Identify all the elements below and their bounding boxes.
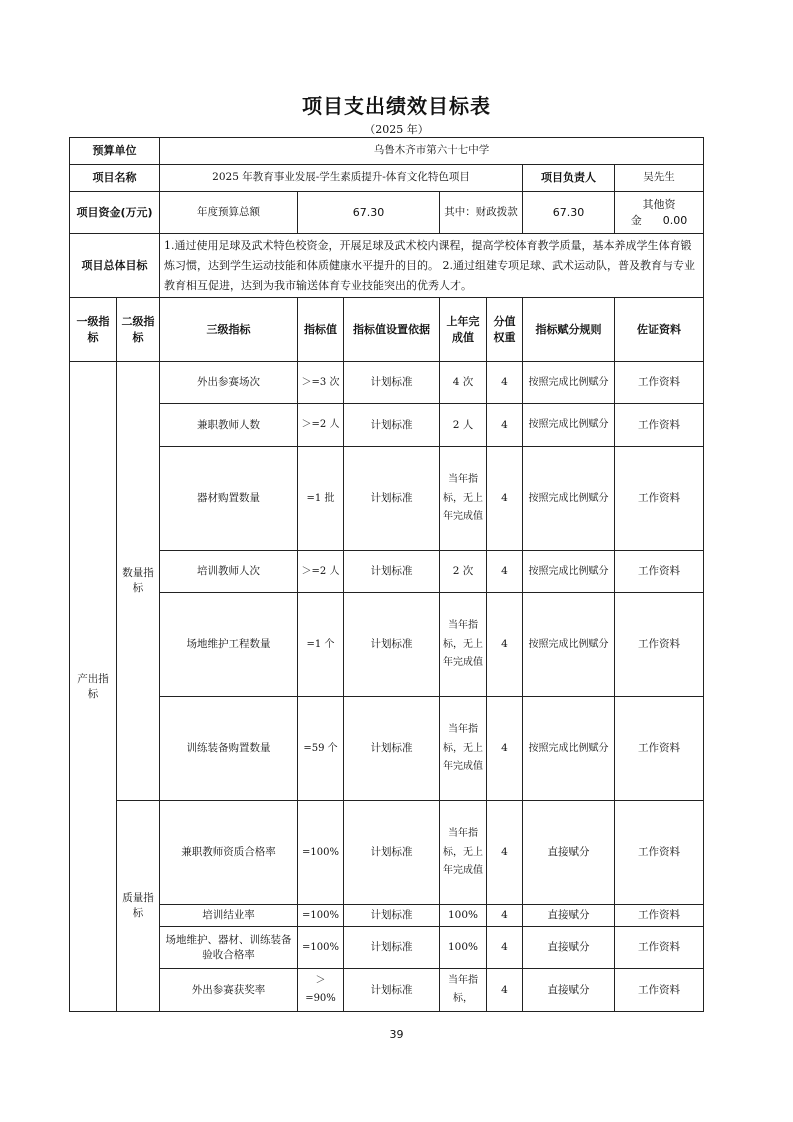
indicator-basis: 计划标准 [344, 801, 440, 905]
level2-quality: 质量指标 [117, 801, 160, 1012]
indicator-weight: 4 [487, 905, 523, 927]
indicator-value: ＞=2 人 [298, 551, 344, 593]
indicator-last-year: 2 次 [440, 551, 487, 593]
header-last-year: 上年完成值 [440, 298, 487, 362]
table-row [70, 697, 704, 801]
indicator-value: =1 批 [298, 447, 344, 551]
indicator-name: 兼职教师人数 [160, 404, 298, 447]
header-value: 指标值 [298, 298, 344, 362]
indicator-name: 器材购置数量 [160, 447, 298, 551]
indicator-last-year: 当年指标，无上年完成值 [440, 447, 487, 551]
indicator-evidence: 工作资料 [615, 362, 704, 404]
indicator-rule: 直接赋分 [523, 927, 615, 969]
indicator-evidence: 工作资料 [615, 551, 704, 593]
level1-output: 产出指标 [70, 362, 117, 1012]
project-name-value: 2025 年教育事业发展-学生素质提升-体育文化特色项目 [160, 165, 523, 192]
indicator-value: ＞=90% [298, 969, 344, 1012]
indicator-name: 兼职教师资质合格率 [160, 801, 298, 905]
other-funds-amount: 0.00 [662, 213, 688, 227]
indicator-basis: 计划标准 [344, 551, 440, 593]
indicator-basis: 计划标准 [344, 969, 440, 1012]
indicator-last-year: 100% [440, 927, 487, 969]
budget-unit-value: 乌鲁木齐市第六十七中学 [160, 138, 704, 165]
table-row [70, 551, 704, 593]
indicator-evidence: 工作资料 [615, 969, 704, 1012]
indicator-weight: 4 [487, 927, 523, 969]
table-row [70, 801, 704, 905]
indicator-last-year: 2 人 [440, 404, 487, 447]
indicator-value: =100% [298, 905, 344, 927]
funds-row [70, 192, 704, 234]
indicator-rule: 直接赋分 [523, 905, 615, 927]
indicator-weight: 4 [487, 404, 523, 447]
other-funds-value [615, 192, 704, 234]
header-level2: 二级指标 [117, 298, 160, 362]
table-row [70, 969, 704, 1012]
budget-unit-row [70, 138, 704, 165]
indicator-rule: 直接赋分 [523, 801, 615, 905]
indicator-weight: 4 [487, 447, 523, 551]
indicator-value: ＞=2 人 [298, 404, 344, 447]
header-evidence: 佐证资料 [615, 298, 704, 362]
indicator-basis: 计划标准 [344, 593, 440, 697]
level2-quantity: 数量指标 [117, 362, 160, 801]
goal-row [70, 234, 704, 298]
indicator-name: 训练装备购置数量 [160, 697, 298, 801]
indicator-value: =100% [298, 927, 344, 969]
header-row [70, 298, 704, 362]
indicator-evidence: 工作资料 [615, 447, 704, 551]
table-row [70, 362, 704, 404]
indicator-basis: 计划标准 [344, 447, 440, 551]
indicator-last-year: 当年指标，无上年完成值 [440, 697, 487, 801]
fiscal-label: 其中：财政拨款 [440, 192, 523, 234]
indicator-weight: 4 [487, 697, 523, 801]
indicator-rule: 按照完成比例赋分 [523, 697, 615, 801]
goal-label: 项目总体目标 [70, 234, 160, 298]
indicator-name: 培训结业率 [160, 905, 298, 927]
indicator-last-year: 当年指标，无上年完成值 [440, 593, 487, 697]
indicator-name: 外出参赛获奖率 [160, 969, 298, 1012]
indicator-evidence: 工作资料 [615, 927, 704, 969]
manager-label: 项目负责人 [523, 165, 615, 192]
indicator-value: =100% [298, 801, 344, 905]
header-weight: 分值权重 [487, 298, 523, 362]
indicator-evidence: 工作资料 [615, 801, 704, 905]
year-subtitle: （2025 年） [364, 123, 429, 136]
funds-label: 项目资金(万元) [70, 192, 160, 234]
manager-value: 吴先生 [615, 165, 704, 192]
page-number: 39 [389, 1028, 404, 1041]
annual-budget-value: 67.30 [298, 192, 440, 234]
annual-budget-label: 年度预算总额 [160, 192, 298, 234]
table-row [70, 905, 704, 927]
header-basis: 指标值设置依据 [344, 298, 440, 362]
indicator-weight: 4 [487, 593, 523, 697]
indicator-weight: 4 [487, 801, 523, 905]
indicator-weight: 4 [487, 362, 523, 404]
table-row [70, 447, 704, 551]
page-title: 项目支出绩效目标表 [302, 94, 491, 118]
indicator-last-year: 当年指标，无上年完成值 [440, 801, 487, 905]
indicator-value: ＞=3 次 [298, 362, 344, 404]
indicator-rule: 按照完成比例赋分 [523, 404, 615, 447]
performance-table [69, 137, 704, 1012]
header-rule: 指标赋分规则 [523, 298, 615, 362]
indicator-last-year: 100% [440, 905, 487, 927]
project-name-label: 项目名称 [70, 165, 160, 192]
indicator-rule: 按照完成比例赋分 [523, 362, 615, 404]
indicator-weight: 4 [487, 969, 523, 1012]
indicator-weight: 4 [487, 551, 523, 593]
indicator-rule: 按照完成比例赋分 [523, 447, 615, 551]
indicator-rule: 直接赋分 [523, 969, 615, 1012]
indicator-rule: 按照完成比例赋分 [523, 593, 615, 697]
indicator-evidence: 工作资料 [615, 593, 704, 697]
indicator-basis: 计划标准 [344, 404, 440, 447]
budget-unit-label: 预算单位 [70, 138, 160, 165]
other-funds-label: 其他资金 [630, 197, 676, 227]
table-row [70, 927, 704, 969]
indicator-name: 外出参赛场次 [160, 362, 298, 404]
indicator-rule: 按照完成比例赋分 [523, 551, 615, 593]
indicator-basis: 计划标准 [344, 362, 440, 404]
indicator-evidence: 工作资料 [615, 697, 704, 801]
indicator-value: =59 个 [298, 697, 344, 801]
indicator-basis: 计划标准 [344, 697, 440, 801]
header-level1: 一级指标 [70, 298, 117, 362]
indicator-value: =1 个 [298, 593, 344, 697]
indicator-name: 场地维护工程数量 [160, 593, 298, 697]
table-row [70, 404, 704, 447]
indicator-last-year: 当年指标， [440, 969, 487, 1012]
indicator-basis: 计划标准 [344, 927, 440, 969]
indicator-basis: 计划标准 [344, 905, 440, 927]
indicator-evidence: 工作资料 [615, 404, 704, 447]
indicator-name: 培训教师人次 [160, 551, 298, 593]
fiscal-value: 67.30 [523, 192, 615, 234]
goal-text: 1.通过使用足球及武术特色校资金，开展足球及武术校内课程，提高学校体育教学质量，基本养成学生体育锻炼习惯，达到学生运动技能和体质健康水平提升的目的。 2.通过组建专项足球、武术运动队，普及教育与专业教育相互促进，达到为我市输送体育专业技能突出的优秀人才。 [160, 234, 704, 298]
indicator-last-year: 4 次 [440, 362, 487, 404]
project-name-row [70, 165, 704, 192]
indicator-name: 场地维护、器材、训练装备验收合格率 [160, 927, 298, 969]
table-row [70, 593, 704, 697]
indicator-evidence: 工作资料 [615, 905, 704, 927]
header-level3: 三级指标 [160, 298, 298, 362]
